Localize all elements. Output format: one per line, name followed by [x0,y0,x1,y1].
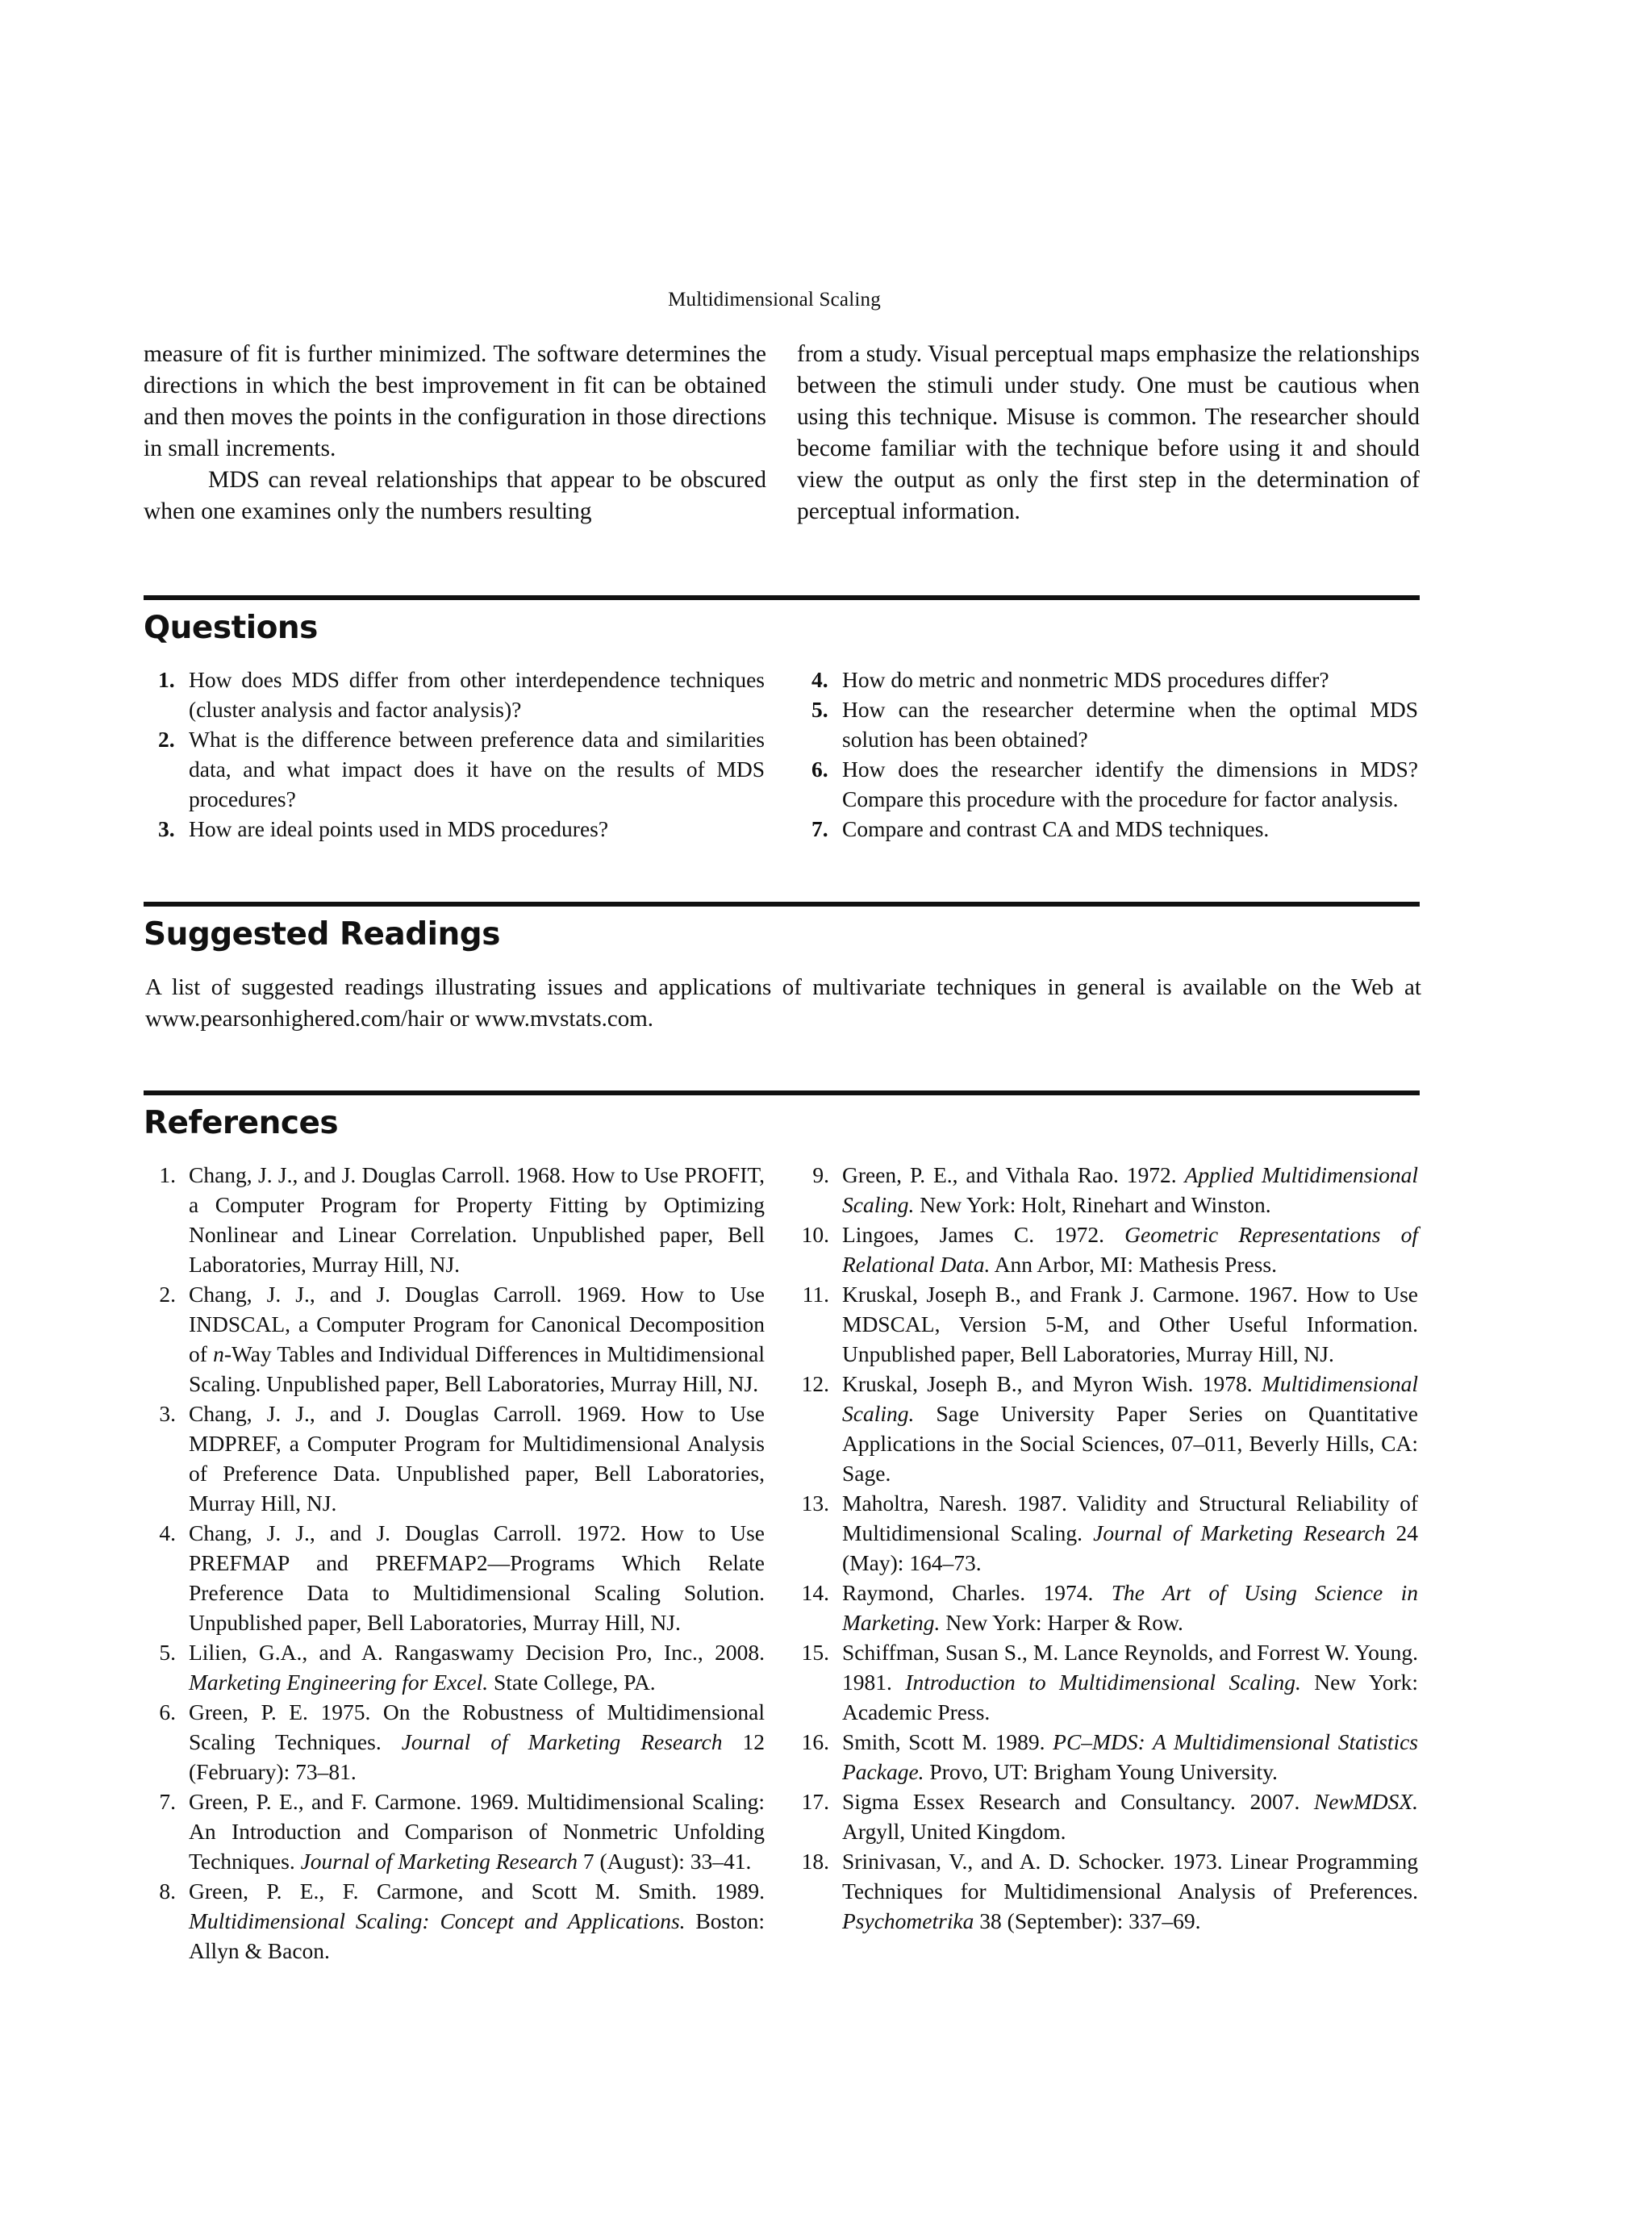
question-number: 3. [158,816,175,841]
question-item [797,814,1418,844]
question-number: 1. [158,667,175,692]
intro-paragraph: measure of fit is further minimized. The software determines the directions in which the best improvement in fit can be obtained and then moves the points in the configuration in those directions in small increments. [144,341,766,461]
reference-italic: Journal of Marketing Research [401,1729,723,1754]
question-text: How are ideal points used in MDS procedures? [189,816,609,841]
reference-item [797,1369,1418,1488]
reference-number: 4. [159,1520,176,1545]
reference-item [797,1727,1418,1787]
questions-list-left [144,665,765,844]
reference-text-tail: New York: Harper & Row. [940,1610,1183,1635]
reference-text: Chang, J. J., and J. Douglas Carroll. 1968. How to Use PROFIT, a Computer Program for Property Fitting by Optimizing Nonlinear and Linear Correlation. Unpublished paper, Bell Laboratories, Murray Hill, NJ. [189,1162,765,1277]
reference-item [144,1697,765,1787]
reference-text-tail: -Way Tables and Individual Differences in Multidimensional Scaling. Unpublished paper, Bell Laboratories, Murray Hill, NJ. [189,1341,765,1396]
question-text: How do metric and nonmetric MDS procedures differ? [842,667,1329,692]
reference-item [797,1160,1418,1220]
question-number: 6. [811,757,828,782]
section-rule [144,1090,1420,1095]
reference-item [797,1637,1418,1727]
question-item [797,665,1418,694]
reference-italic: Journal of Marketing Research [1093,1520,1386,1545]
intro-left-column [144,339,766,527]
reference-text-tail: 12 (February): 73–81. [189,1729,765,1784]
reference-number: 3. [159,1401,176,1426]
question-item [144,665,765,724]
intro-paragraph: MDS can reveal relationships that appear to be obscured when one examines only the numbers resulting [144,467,766,524]
reference-number: 17. [801,1789,829,1814]
reference-item [797,1787,1418,1846]
reference-text: Kruskal, Joseph B., and Frank J. Carmone. 1967. How to Use MDSCAL, Version 5-M, and Other Useful Information. Unpublished paper, Bell Laboratories, Murray Hill, NJ. [842,1282,1418,1366]
reference-italic: Applied Multidimensional Scaling. [842,1162,1418,1217]
question-number: 5. [811,697,828,722]
reference-text-tail: 24 (May): 164–73. [842,1520,1418,1575]
reference-italic: Geometric Representations of Relational Data. [842,1222,1418,1277]
question-text: What is the difference between preference data and similarities data, and what impact does it have on the results of MDS procedures? [189,727,765,811]
references-heading: References [144,1105,339,1141]
reference-text-tail: Sage University Paper Series on Quantitative Applications in the Social Sciences, 07–011, Beverly Hills, CA: Sage. [842,1401,1418,1486]
reference-text: Raymond, Charles. 1974. [842,1580,1112,1605]
intro-paragraph: from a study. Visual perceptual maps emphasize the relationships between the stimuli under study. One must be cautious when using this technique. Misuse is common. The researcher should become familiar with the technique before using it and should view the output as only the first step in the determination of perceptual information. [797,341,1420,524]
reference-text: Maholtra, Naresh. 1987. Validity and Structural Reliability of Multidimensional Scaling. [842,1491,1418,1545]
reference-number: 11. [802,1282,829,1307]
reference-text: Smith, Scott M. 1989. [842,1729,1053,1754]
reference-italic: NewMDSX. [1313,1789,1418,1814]
question-number: 2. [158,727,175,752]
reference-item [144,1876,765,1966]
reference-text: Chang, J. J., and J. Douglas Carroll. 1969. How to Use INDSCAL, a Computer Program for Canonical Decomposition of [189,1282,765,1366]
question-text: How does MDS differ from other interdependence techniques (cluster analysis and factor analysis)? [189,667,765,722]
question-text: How can the researcher determine when the optimal MDS solution has been obtained? [842,697,1418,752]
running-head: Multidimensional Scaling [668,289,881,311]
reference-italic: Psychometrika [842,1908,974,1933]
reference-text: Green, P. E., and F. Carmone. 1969. Multidimensional Scaling: An Introduction and Comparison of Nonmetric Unfolding Techniques. [189,1789,765,1874]
reference-text: Chang, J. J., and J. Douglas Carroll. 1972. How to Use PREFMAP and PREFMAP2—Programs Which Relate Preference Data to Multidimensional Scaling Solution. Unpublished paper, Bell Laboratories, Murray Hill, NJ. [189,1520,765,1635]
reference-italic: n [213,1341,224,1366]
reference-number: 8. [159,1878,176,1904]
question-number: 4. [811,667,828,692]
reference-item [144,1279,765,1399]
reference-italic: Marketing Engineering for Excel. [189,1670,489,1695]
reference-number: 6. [159,1699,176,1724]
reference-text: Kruskal, Joseph B., and Myron Wish. 1978. [842,1371,1262,1396]
readings-heading: Suggested Readings [144,916,500,953]
reference-number: 15. [801,1640,829,1665]
reference-text-tail: Boston: Allyn & Bacon. [189,1908,765,1963]
reference-text-tail: State College, PA. [488,1670,656,1695]
question-text: How does the researcher identify the dimensions in MDS? Compare this procedure with the procedure for factor analysis. [842,757,1418,811]
reference-number: 2. [159,1282,176,1307]
reference-number: 12. [801,1371,829,1396]
reference-item [797,1488,1418,1578]
reference-text: Chang, J. J., and J. Douglas Carroll. 1969. How to Use MDPREF, a Computer Program for Multidimensional Analysis of Preference Data. Unpublished paper, Bell Laboratories, Murray Hill, NJ. [189,1401,765,1516]
reference-italic: Journal of Marketing Research [300,1849,578,1874]
reference-item [144,1637,765,1697]
reference-text-tail: Argyll, United Kingdom. [842,1819,1066,1844]
reference-text: Green, P. E., F. Carmone, and Scott M. Smith. 1989. [189,1878,765,1904]
questions-list-right [797,665,1418,844]
reference-text-tail: Provo, UT: Brigham Young University. [924,1759,1278,1784]
reference-number: 13. [801,1491,829,1516]
question-item [144,724,765,814]
reference-item [797,1279,1418,1369]
references-list-right [797,1160,1418,1936]
reference-text: Green, P. E. 1975. On the Robustness of Multidimensional Scaling Techniques. [189,1699,765,1754]
reference-italic: The Art of Using Science in Marketing. [842,1580,1418,1635]
reference-text: Green, P. E., and Vithala Rao. 1972. [842,1162,1185,1187]
section-rule [144,902,1420,907]
reference-text-tail: 38 (September): 337–69. [974,1908,1201,1933]
reference-text-tail: New York: Holt, Rinehart and Winston. [914,1192,1271,1217]
reference-number: 7. [159,1789,176,1814]
reference-text-tail: New York: Academic Press. [842,1670,1419,1724]
intro-right-column [797,339,1420,527]
reference-item [797,1220,1418,1279]
reference-text: Srinivasan, V., and A. D. Schocker. 1973. Linear Programming Techniques for Multidimensional Analysis of Preferences. [842,1849,1418,1904]
reference-number: 10. [801,1222,829,1247]
question-item [797,694,1418,754]
reference-number: 5. [159,1640,176,1665]
reference-item [797,1846,1418,1936]
question-text: Compare and contrast CA and MDS techniques. [842,816,1270,841]
reference-number: 16. [801,1729,829,1754]
reference-number: 18. [801,1849,829,1874]
reference-text-tail: 7 (August): 33–41. [578,1849,752,1874]
reference-text: Sigma Essex Research and Consultancy. 2007. [842,1789,1314,1814]
reference-number: 14. [801,1580,829,1605]
question-item [797,754,1418,814]
reference-italic: Multidimensional Scaling: Concept and Applications. [189,1908,686,1933]
reference-item [144,1399,765,1518]
reference-text: Lilien, G.A., and A. Rangaswamy Decision Pro, Inc., 2008. [189,1640,765,1665]
reference-italic: Introduction to Multidimensional Scaling. [905,1670,1301,1695]
reference-number: 1. [159,1162,176,1187]
reference-item [144,1787,765,1876]
reference-number: 9. [812,1162,829,1187]
reference-text: Schiffman, Susan S., M. Lance Reynolds, and Forrest W. Young. 1981. [842,1640,1418,1695]
reference-text-tail: Ann Arbor, MI: Mathesis Press. [990,1252,1277,1277]
reference-item [144,1518,765,1637]
reference-item [797,1578,1418,1637]
question-number: 7. [811,816,828,841]
reference-item [144,1160,765,1279]
questions-heading: Questions [144,610,318,646]
reference-text: Lingoes, James C. 1972. [842,1222,1125,1247]
reference-italic: Multidimensional Scaling. [842,1371,1418,1426]
section-rule [144,595,1420,600]
readings-text: A list of suggested readings illustrating issues and applications of multivariate techniques in general is available on the Web at www.pearsonhighered.com/hair or www.mvstats.com. [145,974,1421,1032]
references-list-left [144,1160,765,1966]
reference-italic: PC–MDS: A Multidimensional Statistics Package. [842,1729,1419,1784]
question-item [144,814,765,844]
